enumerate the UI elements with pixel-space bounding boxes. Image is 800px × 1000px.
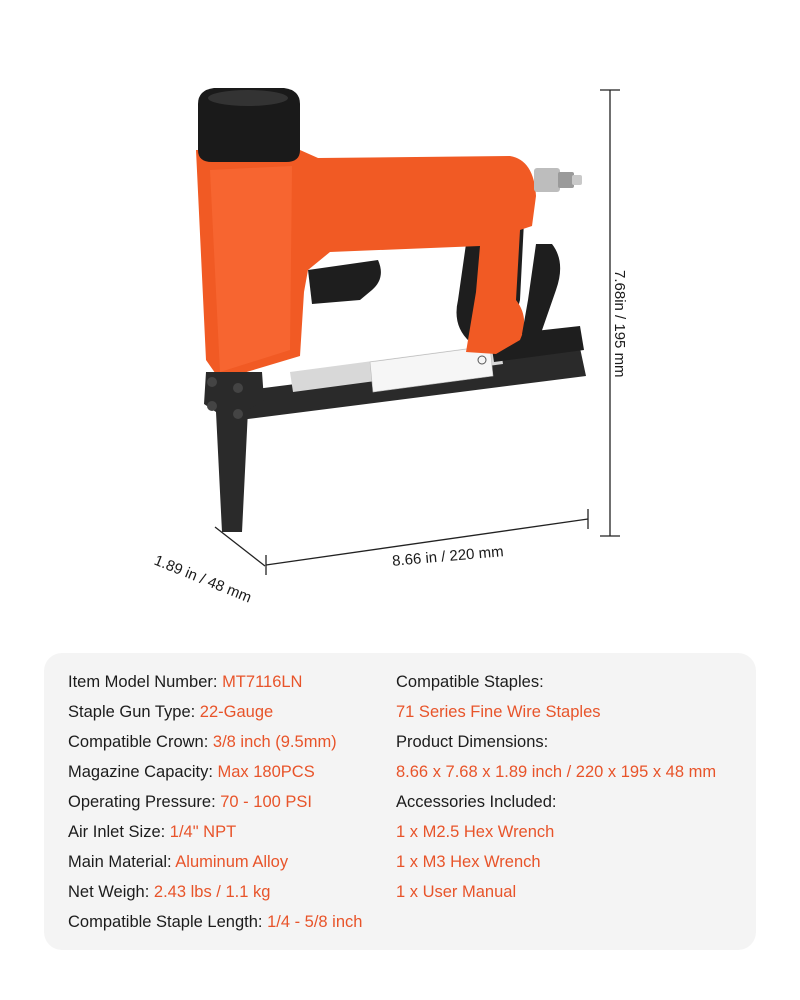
spec-value-accessory-1: 1 x M2.5 Hex Wrench (396, 823, 555, 841)
spec-row-type: Staple Gun Type: 22-Gauge (68, 703, 274, 721)
spec-value-staples: 71 Series Fine Wire Staples (396, 703, 601, 721)
depth-dimension-label: 1.89 in / 48 mm (151, 552, 254, 607)
spec-row-capacity: Magazine Capacity: Max 180PCS (68, 763, 315, 781)
spec-row-air-inlet: Air Inlet Size: 1/4" NPT (68, 823, 237, 841)
specifications-card (44, 653, 756, 950)
specs-left-column (68, 667, 362, 937)
spec-value-accessory-3: 1 x User Manual (396, 883, 517, 901)
gun-body (196, 150, 560, 380)
spec-row-crown: Compatible Crown: 3/8 inch (9.5mm) (68, 733, 337, 751)
spec-heading-staples: Compatible Staples: (396, 673, 544, 691)
specs-right-column (396, 667, 716, 907)
spec-row-pressure: Operating Pressure: 70 - 100 PSI (68, 793, 312, 811)
spec-value-accessory-2: 1 x M3 Hex Wrench (396, 853, 541, 871)
spec-row-weight: Net Weigh: 2.43 lbs / 1.1 kg (68, 883, 271, 901)
spec-value-dimensions: 8.66 x 7.68 x 1.89 inch / 220 x 195 x 48 mm (396, 763, 717, 781)
spec-row-model: Item Model Number: MT7116LN (68, 673, 303, 691)
spec-heading-dimensions: Product Dimensions: (396, 733, 549, 751)
spec-row-staple-length: Compatible Staple Length: 1/4 - 5/8 inch (68, 913, 363, 931)
width-dimension-label: 8.66 in / 220 mm (391, 543, 505, 570)
top-cap (198, 88, 300, 162)
spec-row-material: Main Material: Aluminum Alloy (68, 853, 289, 871)
spec-heading-accessories: Accessories Included: (396, 793, 557, 811)
air-inlet-fitting (534, 168, 582, 192)
height-dimension-label: 7.68in / 195 mm (611, 270, 628, 378)
nose-plate (204, 372, 264, 532)
